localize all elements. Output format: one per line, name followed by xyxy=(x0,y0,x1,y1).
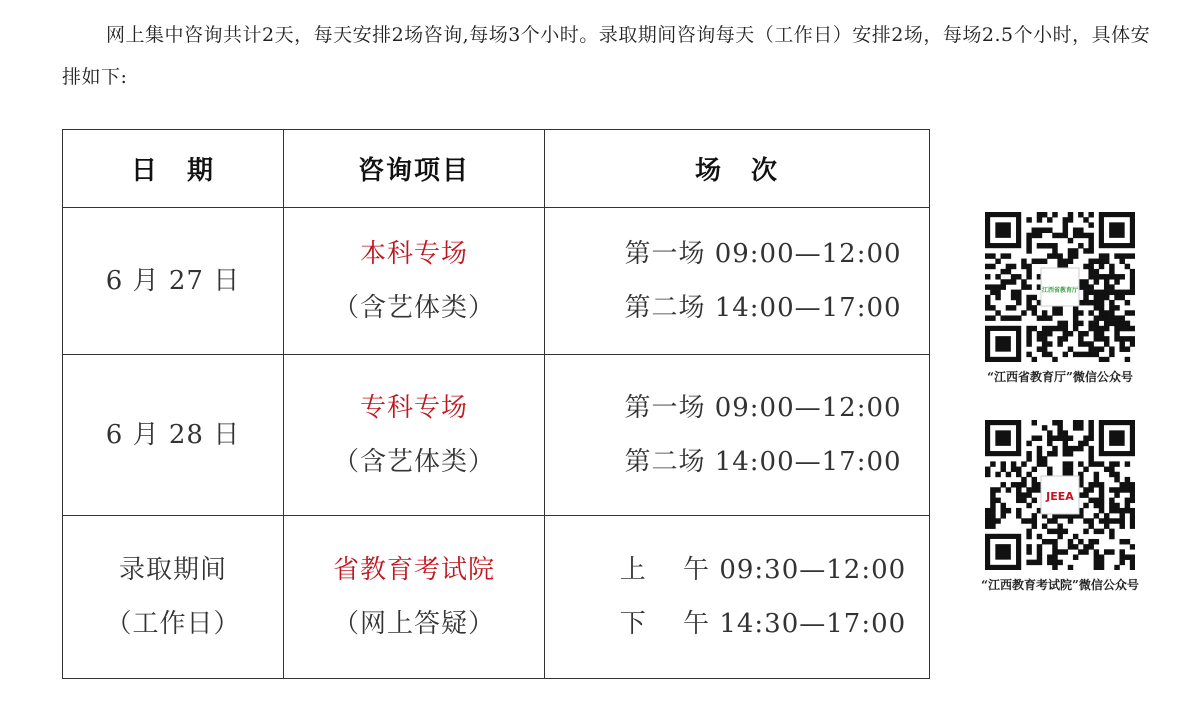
header-session: 场 次 xyxy=(545,130,930,208)
qr-caption-exam-institute: “江西教育考试院”微信公众号 xyxy=(981,578,1139,592)
date-cell xyxy=(63,355,284,516)
session-cell xyxy=(545,355,930,516)
session-cell xyxy=(545,516,930,679)
table-header-row xyxy=(63,130,930,208)
project-note: （含艺体类） xyxy=(332,447,495,477)
session-first: 第一场 09:00—12:00 xyxy=(624,393,902,423)
date-text: 6 月 27 日 xyxy=(105,266,241,296)
qr-code-exam-institute[interactable] xyxy=(985,420,1135,570)
date-text: 6 月 28 日 xyxy=(105,420,241,450)
session-afternoon: 下 午 14:30—17:00 xyxy=(619,609,907,639)
intro-paragraph: 网上集中咨询共计2天，每天安排2场咨询,每场3个小时。录取期间咨询每天（工作日）安排2场，每场2.5个小时，具体安排如下: xyxy=(62,24,1151,88)
project-title: 本科专场 xyxy=(359,239,468,269)
session-cell xyxy=(545,208,930,355)
project-cell xyxy=(284,516,545,679)
qr-block-exam-institute xyxy=(955,420,1165,593)
qr-code-education-department[interactable] xyxy=(985,212,1135,362)
table-row xyxy=(63,516,930,679)
session-second: 第二场 14:00—17:00 xyxy=(624,447,902,477)
project-cell xyxy=(284,355,545,516)
table-row xyxy=(63,208,930,355)
qr-logo: 江西省教育厅 xyxy=(1041,287,1079,294)
project-title: 专科专场 xyxy=(359,393,468,423)
project-note: （网上答疑） xyxy=(332,609,495,639)
header-project: 咨询项目 xyxy=(284,130,545,208)
date-cell xyxy=(63,516,284,679)
project-note: （含艺体类） xyxy=(332,293,495,323)
qr-logo: JEEA xyxy=(1046,490,1074,503)
qr-caption-education-department: “江西省教育厅”微信公众号 xyxy=(987,370,1133,384)
date-text: 录取期间 xyxy=(118,555,227,585)
header-date: 日 期 xyxy=(63,130,284,208)
session-first: 第一场 09:00—12:00 xyxy=(624,239,902,269)
session-second: 第二场 14:00—17:00 xyxy=(624,293,902,323)
session-morning: 上 午 09:30—12:00 xyxy=(619,555,907,585)
project-title: 省教育考试院 xyxy=(332,555,495,585)
consultation-schedule-table xyxy=(62,129,930,679)
project-cell xyxy=(284,208,545,355)
date-subtext: （工作日） xyxy=(105,609,241,639)
date-cell xyxy=(63,208,284,355)
table-row xyxy=(63,355,930,516)
qr-block-education-department xyxy=(955,212,1165,385)
